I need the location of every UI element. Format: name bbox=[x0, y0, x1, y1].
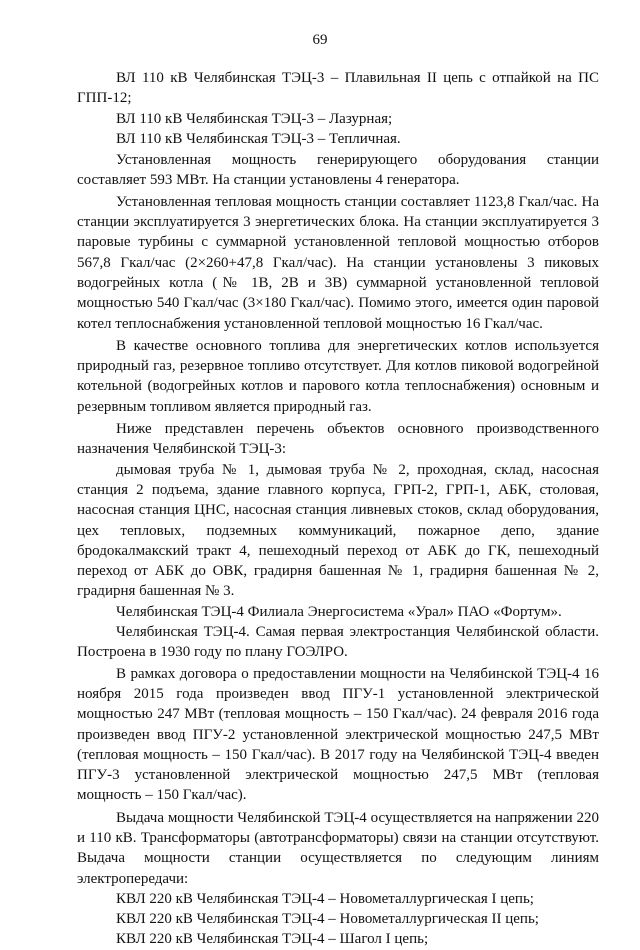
paragraph-thermal-capacity: Установленная тепловая мощность станции составляет 1123,8 Гкал/час. На станции эксплуатируется 3 энергетических блока. На станции эксплуатируется 3 паровые турбины с суммарной установленной тепловой мощностью отборов 567,8 Гкал/час (2×260+47,8 Гкал/час). На станции установлены 3 пиковых водогрейных котла (№ 1В, 2В и 3В) суммарной установленной тепловой мощностью 540 Гкал/час (3×180 Гкал/час). Помимо этого, имеется один паровой котел теплоснабжения установленной тепловой мощностью 16 Гкал/час. bbox=[77, 193, 599, 332]
paragraph-objects-list: дымовая труба № 1, дымовая труба № 2, проходная, склад, насосная станция 2 подъема, здание главного корпуса, ГРП-2, ГРП-1, АБК, столовая, насосная станция ЦНС, насосная станция ливневых стоков, склад оборудования, цех тепловых, подземных коммуникаций, пожарное депо, здание бродокалмакский тракт 4, пешеходный переход от АБК до ГК, пешеходный переход от АБК до ОВК, градирня башенная № 1, градирня башенная № 2, градирня башенная № 3. bbox=[77, 461, 599, 600]
page-number: 69 bbox=[312, 32, 328, 48]
document-body bbox=[77, 68, 599, 950]
paragraph-line-novomet-1: КВЛ 220 кВ Челябинская ТЭЦ-4 – Новометаллургическая I цепь; bbox=[116, 890, 534, 907]
paragraph-line-plavilnaya: ВЛ 110 кВ Челябинская ТЭЦ-3 – Плавильная II цепь с отпайкой на ПС ГПП-12; bbox=[77, 70, 599, 107]
paragraph-fuel: В качестве основного топлива для энергетических котлов используется природный газ, резервное топливо отсутствует. Для котлов пиковой водогрейной котельной (водогрейных котлов и парового котла теплоснабжения) основным и резервным топливом является природный газ. bbox=[77, 337, 599, 415]
paragraph-line-teplichnaya: ВЛ 110 кВ Челябинская ТЭЦ-3 – Тепличная. bbox=[116, 130, 401, 147]
paragraph-line-lazurnaya: ВЛ 110 кВ Челябинская ТЭЦ-3 – Лазурная; bbox=[116, 110, 393, 127]
paragraph-line-shagol-1: КВЛ 220 кВ Челябинская ТЭЦ-4 – Шагол I цепь; bbox=[116, 931, 429, 948]
paragraph-tec4-history: Челябинская ТЭЦ-4. Самая первая электростанция Челябинской области. Построена в 1930 году по плану ГОЭЛРО. bbox=[77, 624, 599, 661]
paragraph-tec4-heading: Челябинская ТЭЦ-4 Филиала Энергосистема «Урал» ПАО «Фортум». bbox=[116, 603, 562, 620]
paragraph-installed-capacity: Установленная мощность генерирующего оборудования станции составляет 593 МВт. На станции установлены 4 генератора. bbox=[77, 152, 599, 189]
paragraph-power-output: Выдача мощности Челябинской ТЭЦ-4 осуществляется на напряжении 220 и 110 кВ. Трансформаторы (автотрансформаторы) связи на станции отсутствуют. Выдача мощности станции осуществляется по следующим линиям электропередачи: bbox=[77, 809, 599, 887]
paragraph-objects-intro: Ниже представлен перечень объектов основного производственного назначения Челябинской ТЭЦ-3: bbox=[77, 421, 599, 458]
paragraph-line-novomet-2: КВЛ 220 кВ Челябинская ТЭЦ-4 – Новометаллургическая II цепь; bbox=[116, 911, 539, 928]
paragraph-pgu-commissioning: В рамках договора о предоставлении мощности на Челябинской ТЭЦ-4 16 ноября 2015 года произведен ввод ПГУ-1 установленной электрической мощностью 247 МВт (тепловая мощность – 150 Гкал/час). 24 февраля 2016 года произведен ввод ПГУ-2 установленной электрической мощностью 247,5 МВт (тепловая мощность – 150 Гкал/час). В 2017 году на Челябинской ТЭЦ-4 введен ПГУ-3 установленной электрической мощностью 247,5 МВт (тепловая мощность – 150 Гкал/час). bbox=[77, 665, 599, 804]
